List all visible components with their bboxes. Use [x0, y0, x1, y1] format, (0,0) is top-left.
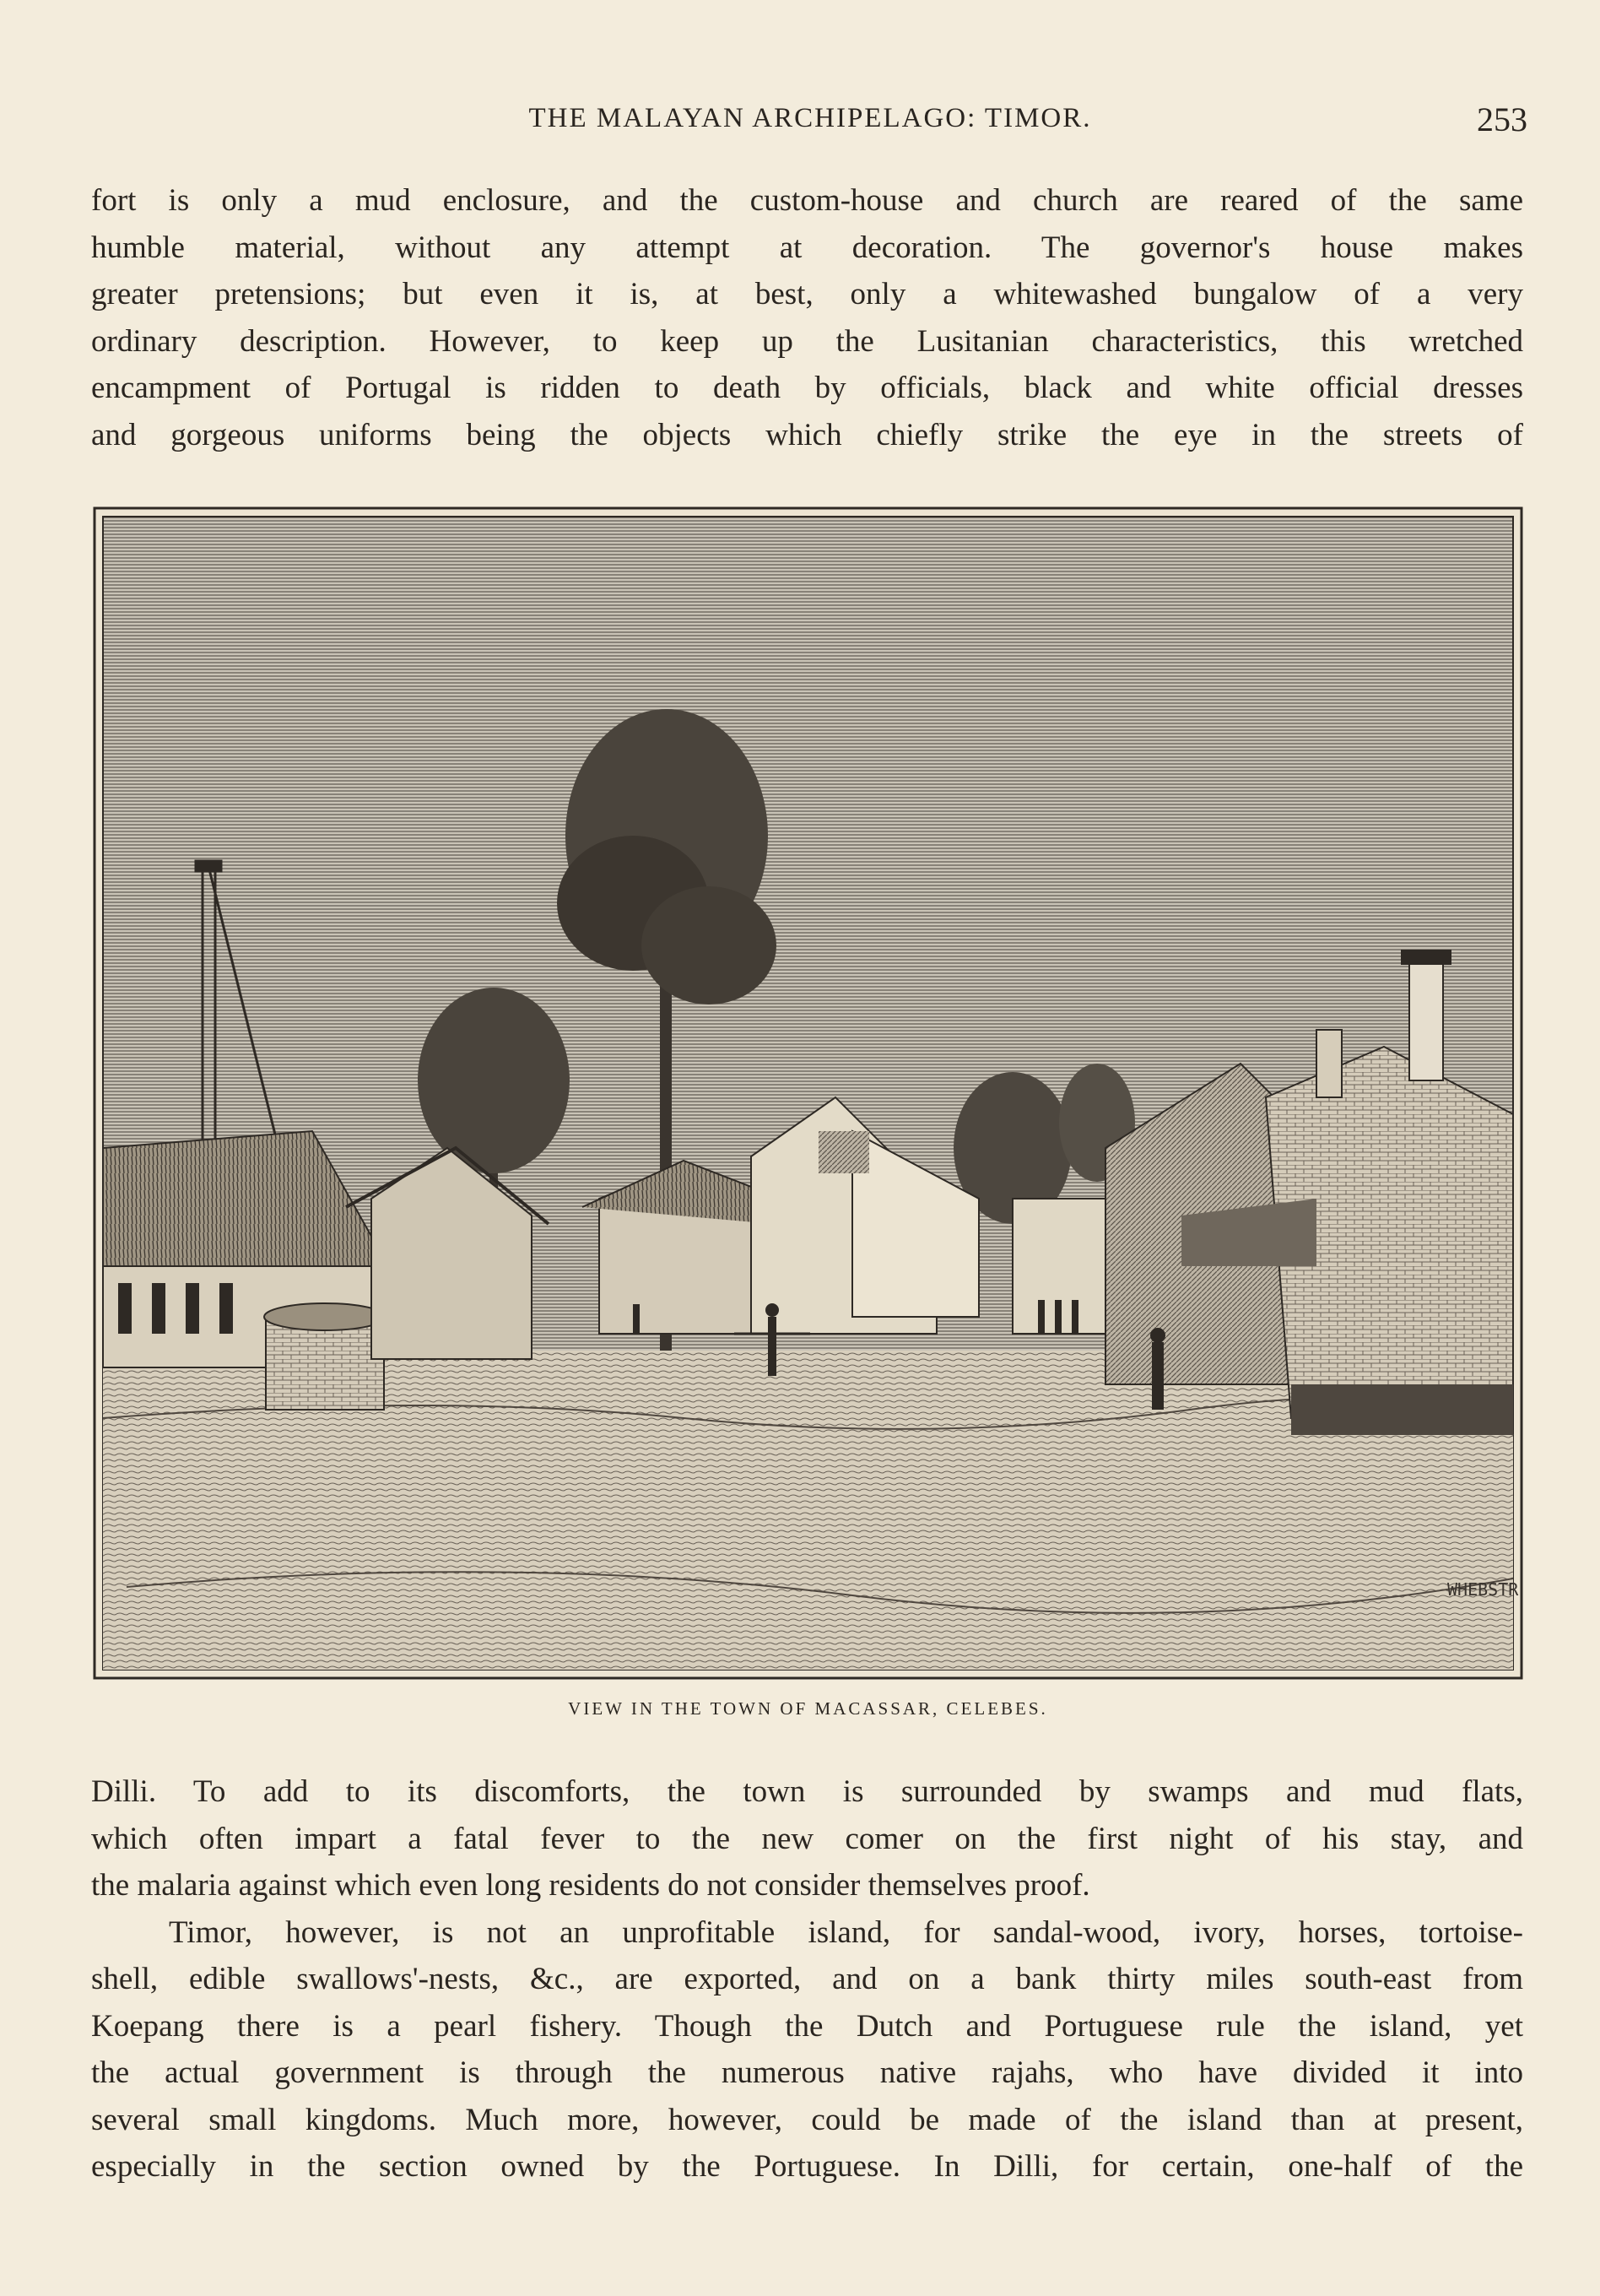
text-line: the malaria against which even long residents do not consider themselves proof. [91, 1868, 1090, 1903]
text-line: several small kingdoms. Much more, however, could be made of the island than at present, [91, 2102, 1523, 2137]
text-line: Timor, however, is not an unprofitable island, for sandal-wood, ivory, horses, tortoise- [169, 1914, 1523, 1950]
text-line: humble material, without any attempt at decoration. The governor's house makes [91, 230, 1523, 265]
text-line: Koepang there is a pearl fishery. Though the Dutch and Portuguese rule the island, yet [91, 2008, 1523, 2044]
figure-caption: VIEW IN THE TOWN OF MACASSAR, CELEBES. [568, 1698, 1048, 1719]
engraver-signature: WHEBSTR [1447, 1579, 1519, 1600]
bottom-paragraphs [91, 1768, 1523, 2190]
text-line: especially in the section owned by the Portuguese. In Dilli, for certain, one-half of the [91, 2149, 1523, 2184]
text-line: fort is only a mud enclosure, and the custom-house and church are reared of the same [91, 183, 1523, 218]
top-paragraph [91, 177, 1523, 458]
text-line: ordinary description. However, to keep up the Lusitanian characteristics, this wretched [91, 323, 1523, 359]
well [264, 1303, 386, 1410]
page-number: 253 [1477, 100, 1527, 138]
text-line: shell, edible swallows'-nests, &c., are exported, and on a bank thirty miles south-east from [91, 1962, 1523, 1996]
text-line: encampment of Portugal is ridden to death by officials, black and white official dresses [91, 371, 1523, 405]
engraving-illustration [93, 506, 1523, 1680]
text-line: the actual government is through the numerous native rajahs, who have divided it into [91, 2055, 1523, 2090]
text-line: greater pretensions; but even it is, at best, only a whitewashed bungalow of a very [91, 277, 1523, 311]
text-line: Dilli. To add to its discomforts, the town is surrounded by swamps and mud flats, [91, 1774, 1523, 1809]
running-head [93, 100, 1527, 142]
engraving-svg [93, 506, 1523, 1680]
text-line: which often impart a fatal fever to the new comer on the first night of his stay, and [91, 1821, 1523, 1856]
text-line: and gorgeous uniforms being the objects which chiefly strike the eye in the streets of [91, 417, 1523, 452]
running-title: THE MALAYAN ARCHIPELAGO: TIMOR. [528, 103, 1092, 133]
